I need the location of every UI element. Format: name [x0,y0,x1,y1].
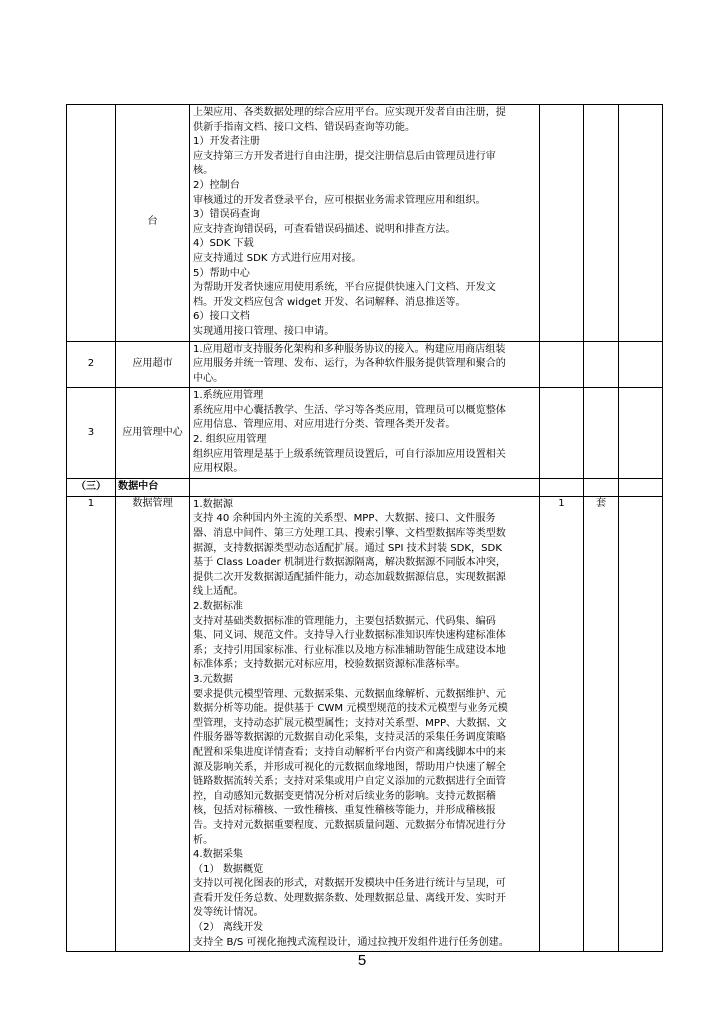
table-body [67,105,663,952]
content-line: 核，包括对标稽核、一致性稽核、重复性稽核等能力，并形成稽核报 [193,805,496,817]
table-row [67,105,663,342]
content-line: 6）接口文档 [193,311,250,323]
unit-cell [584,341,619,388]
content-line: 查看开发任务总数、处理数据条数、处理数据总量、离线开发、实时开 [193,892,506,904]
remarks-cell [619,388,663,479]
content-line: 器、消息中间件、第三方处理工具、搜索引擎、文档型数据库等类型数 [193,528,506,540]
content-line: 数据分析等功能。提供基于 CWM 元模型规范的技术元模型与业务元模 [193,703,508,715]
remarks-cell [619,105,663,342]
content-line: 4）SDK 下载 [193,238,254,250]
table-row [67,496,663,951]
content-line: 源及影响关系，并形成可视化的元数据血缘地图，帮助用户快速了解全 [193,761,506,773]
content-line: 档。开发文档应包含 widget 开发、名词解释、消息推送等。 [193,296,466,308]
item-number-cell: （三） [67,478,116,496]
content-line: 上架应用、各类数据处理的综合应用平台。应实现开发者自由注册，提 [193,107,506,118]
content-line: 告。支持对元数据重要程度、元数据质量问题、元数据分布情况进行分 [193,819,506,831]
content-line: 基于 Class Loader 机制进行数据源隔离，解决数据源不同版本冲突， [193,557,507,569]
quantity-cell [540,105,584,342]
unit-cell [584,105,619,342]
content-line: 应用权限。 [193,463,244,475]
content-line: 应用服务并统一管理、发布、运行，为各种软件服务提供管理和聚合的 [193,358,506,370]
table-row [67,388,663,479]
content-line: 支持以可视化图表的形式，对数据开发模块中任务进行统计与呈现，可 [193,878,506,890]
unit-cell [584,388,619,479]
item-name-cell: 台 [116,105,190,342]
remarks-cell [619,478,663,496]
item-name-cell: 应用超市 [116,341,190,388]
content-line: 为帮助开发者快速应用使用系统，平台应提供快速入门文档、开发文 [193,282,496,294]
content-line: 提供二次开发数据源适配插件能力，动态加载数据源信息，实现数据源 [193,571,506,583]
quantity-cell: 1 [540,496,584,951]
unit-cell: 套 [584,496,619,951]
content-line: 4.数据采集 [193,849,244,861]
content-line: 线上适配。 [193,586,244,598]
content-line: 据源，支持数据源类型动态适配扩展。通过 SPI 技术封装 SDK，SDK [193,542,502,554]
table-section-row [67,478,663,496]
content-line: 系；支持引用国家标准、行业标准以及地方标准辅助智能生成建设本地 [193,644,506,656]
item-name-cell: 数据中台 [116,478,190,496]
quantity-cell [540,341,584,388]
content-line: 应用信息、管理应用、对应用进行分类、管理各类开发者。 [193,419,456,431]
content-line: 组织应用管理是基于上级系统管理员设置后，可自行添加应用设置相关 [193,448,506,460]
content-line: 1.系统应用管理 [193,390,264,402]
content-line: 要求提供元模型管理、元数据采集、元数据血缘解析、元数据维护、元 [193,688,506,700]
content-line: （2） 离线开发 [193,922,264,934]
remarks-cell [619,341,663,388]
content-line: 系统应用中心囊括教学、生活、学习等各类应用，管理员可以概览整体 [193,404,506,416]
unit-cell [584,478,619,496]
item-name-cell: 数据管理 [116,496,190,951]
content-line: 型管理，支持动态扩展元模型属性；支持对关系型、MPP、大数据、文 [193,717,507,729]
requirement-content-cell [190,388,540,479]
requirement-content-cell [190,496,540,951]
quantity-cell [540,388,584,479]
content-line: 控，自动感知元数据变更情况分析对后续业务的影响。支持元数据稽 [193,790,496,802]
requirements-table [66,104,663,952]
content-line: 中心。 [193,372,224,384]
content-line: 5）帮助中心 [193,267,250,279]
content-line: 应支持第三方开发者进行自由注册，提交注册信息后由管理员进行审 [193,150,496,162]
item-name-cell: 应用管理中心 [116,388,190,479]
item-number-cell: 2 [67,341,116,388]
item-number-cell [67,105,116,342]
content-line: 审核通过的开发者登录平台，应可根据业务需求管理应用和组织。 [193,194,486,206]
requirement-content-cell [190,105,540,342]
content-line: 应支持通过 SDK 方式进行应用对接。 [193,252,362,264]
page-number: 5 [357,952,367,969]
item-number-cell: 1 [67,496,116,951]
content-line: 支持全 B/S 可视化拖拽式流程设计，通过拉拽开发组件进行任务创建。 [193,936,509,948]
content-line: 1.应用超市支持服务化架构和多种服务协议的接入。构建应用商店组装 [193,343,506,355]
content-line: 链路数据流转关系；支持对采集或用户自定义添加的元数据进行全面管 [193,776,506,788]
item-number-cell: 3 [67,388,116,479]
table-row [67,341,663,388]
content-line: 供新手指南文档、接口文档、错误码查询等功能。 [193,121,416,133]
content-line: 配置和采集进度详情查看；支持自动解析平台内资产和离线脚本中的来 [193,746,506,758]
content-line: 实现通用接口管理、接口申请。 [193,325,335,337]
content-line: 3）错误码查询 [193,209,260,221]
content-line: 2.数据标准 [193,601,244,612]
content-line: 发等统计情况。 [193,907,264,919]
quantity-cell [540,478,584,496]
content-line: 支持 40 余种国内外主流的关系型、MPP、大数据、接口、文件服务 [193,513,496,525]
requirement-content-cell [190,478,540,496]
content-line: 3.元数据 [193,673,233,685]
content-line: 集、同义词、规范文件。支持导入行业数据标准知识库快速构建标准体 [193,630,506,642]
remarks-cell [619,496,663,951]
content-line: 2）控制台 [193,179,240,191]
content-line: 核。 [193,165,214,177]
content-line: 标准体系；支持数据元对标应用，校验数据资源标准落标率。 [193,659,466,671]
content-line: 支持对基础类数据标准的管理能力，主要包括数据元、代码集、编码 [193,615,496,627]
content-line: 2. 组织应用管理 [193,434,267,446]
content-line: 件服务器等数据源的元数据自动化采集，支持灵活的采集任务调度策略 [193,732,506,744]
requirement-content-cell [190,341,540,388]
content-line: 1）开发者注册 [193,136,260,148]
content-line: 析。 [193,834,214,846]
content-line: 1.数据源 [193,498,233,510]
content-line: （1） 数据概览 [193,863,264,875]
content-line: 应支持查询错误码，可查看错误码描述、说明和排查方法。 [193,223,456,235]
